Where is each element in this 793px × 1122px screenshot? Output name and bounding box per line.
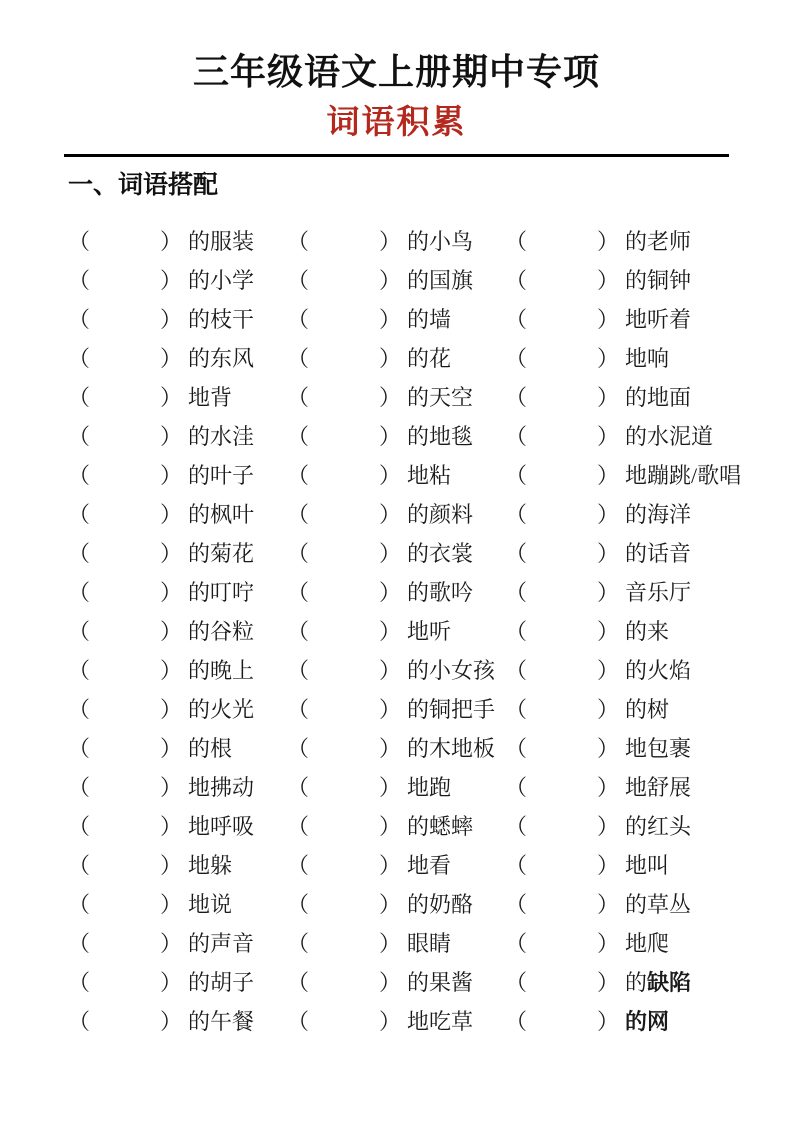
- phrase: 音乐厅: [625, 580, 692, 606]
- phrase: 的火焰: [625, 658, 692, 684]
- phrase: 的国旗: [407, 268, 474, 294]
- paren-close: ）: [160, 892, 183, 918]
- paren-close: ）: [379, 931, 402, 957]
- phrase: 的话音: [625, 541, 692, 567]
- paren-open: （: [287, 268, 310, 294]
- page-subtitle: 词语积累: [326, 103, 467, 141]
- paren-close: ）: [597, 736, 620, 762]
- word-match-item: [68, 498, 287, 529]
- paren-open: （: [505, 463, 528, 489]
- paren-close: ）: [379, 619, 402, 645]
- phrase: 的水洼: [188, 424, 255, 450]
- paren-open: （: [68, 658, 91, 684]
- paren-close: ）: [597, 229, 620, 255]
- paren-close: ）: [160, 463, 183, 489]
- paren-close: ）: [379, 853, 402, 879]
- paren-close: ）: [597, 970, 620, 996]
- phrase: 地包裹: [625, 736, 692, 762]
- word-match-item: [505, 576, 793, 607]
- paren-open: （: [505, 541, 528, 567]
- word-match-item: [505, 927, 793, 958]
- paren-close: ）: [160, 580, 183, 606]
- paren-close: ）: [379, 736, 402, 762]
- word-match-item: [68, 459, 287, 490]
- paren-close: ）: [597, 346, 620, 372]
- paren-close: ）: [597, 385, 620, 411]
- phrase: 地背: [188, 385, 233, 411]
- paren-close: ）: [379, 229, 402, 255]
- word-match-item: [68, 654, 287, 685]
- word-match-item: [287, 225, 505, 256]
- paren-open: （: [68, 268, 91, 294]
- paren-open: （: [68, 892, 91, 918]
- worksheet-row: [68, 533, 793, 572]
- worksheet-row: [68, 767, 793, 806]
- phrase: 地跑: [407, 775, 452, 801]
- word-match-item: [287, 927, 505, 958]
- paren-close: ）: [379, 385, 402, 411]
- worksheet-row: [68, 806, 793, 845]
- paren-open: （: [68, 346, 91, 372]
- paren-close: ）: [597, 580, 620, 606]
- phrase: 地呼吸: [188, 814, 255, 840]
- word-match-item: [505, 654, 793, 685]
- phrase: 的花: [407, 346, 452, 372]
- paren-open: （: [505, 775, 528, 801]
- phrase: 地蹦跳/歌唱: [625, 463, 742, 489]
- paren-close: ）: [597, 463, 620, 489]
- paren-open: （: [505, 736, 528, 762]
- phrase: 的地面: [625, 385, 692, 411]
- phrase: 的火光: [188, 697, 255, 723]
- paren-close: ）: [597, 268, 620, 294]
- paren-open: （: [68, 229, 91, 255]
- word-match-item: [505, 537, 793, 568]
- phrase: 的网: [625, 1009, 670, 1035]
- paren-close: ）: [597, 697, 620, 723]
- worksheet-row: [68, 923, 793, 962]
- phrase: 的叶子: [188, 463, 255, 489]
- paren-close: ）: [160, 658, 183, 684]
- word-match-item: [68, 303, 287, 334]
- word-match-item: [287, 381, 505, 412]
- paren-close: ）: [160, 541, 183, 567]
- paren-close: ）: [379, 268, 402, 294]
- section-heading: 一、词语搭配: [68, 171, 219, 200]
- phrase: 的木地板: [407, 736, 496, 762]
- paren-close: ）: [379, 541, 402, 567]
- phrase: 眼睛: [407, 931, 452, 957]
- paren-open: （: [287, 697, 310, 723]
- phrase: 地拂动: [188, 775, 255, 801]
- paren-open: （: [68, 853, 91, 879]
- paren-close: ）: [379, 463, 402, 489]
- paren-open: （: [68, 463, 91, 489]
- paren-open: （: [287, 502, 310, 528]
- word-match-item: [68, 732, 287, 763]
- phrase: 地说: [188, 892, 233, 918]
- paren-open: （: [287, 931, 310, 957]
- paren-close: ）: [597, 931, 620, 957]
- phrase: 的东风: [188, 346, 255, 372]
- phrase: 的墙: [407, 307, 452, 333]
- paren-open: （: [287, 580, 310, 606]
- word-match-item: [505, 420, 793, 451]
- phrase: 的小女孩: [407, 658, 496, 684]
- phrase: 的衣裳: [407, 541, 474, 567]
- paren-open: （: [287, 970, 310, 996]
- word-match-item: [68, 420, 287, 451]
- paren-open: （: [287, 424, 310, 450]
- phrase: 的声音: [188, 931, 255, 957]
- paren-open: （: [505, 853, 528, 879]
- paren-close: ）: [379, 697, 402, 723]
- paren-open: （: [505, 658, 528, 684]
- paren-close: ）: [597, 658, 620, 684]
- word-match-item: [68, 225, 287, 256]
- word-match-item: [287, 498, 505, 529]
- worksheet-row: [68, 689, 793, 728]
- word-match-item: [287, 264, 505, 295]
- phrase: 地吃草: [407, 1009, 474, 1035]
- phrase: 地看: [407, 853, 452, 879]
- paren-close: ）: [160, 814, 183, 840]
- paren-close: ）: [379, 970, 402, 996]
- word-match-item: [287, 888, 505, 919]
- paren-open: （: [505, 1009, 528, 1035]
- phrase: 的颜料: [407, 502, 474, 528]
- word-match-item: [287, 303, 505, 334]
- word-match-item: [68, 342, 287, 373]
- paren-close: ）: [597, 619, 620, 645]
- word-match-item: [68, 264, 287, 295]
- paren-open: （: [68, 424, 91, 450]
- paren-open: （: [68, 385, 91, 411]
- phrase: 的服装: [188, 229, 255, 255]
- paren-open: （: [68, 307, 91, 333]
- phrase: 的铜钟: [625, 268, 692, 294]
- phrase: 的小学: [188, 268, 255, 294]
- paren-open: （: [505, 697, 528, 723]
- divider-line: [64, 154, 729, 157]
- phrase: 的奶酪: [407, 892, 474, 918]
- word-match-item: [505, 888, 793, 919]
- word-match-item: [505, 225, 793, 256]
- paren-open: （: [287, 619, 310, 645]
- phrase: 地躲: [188, 853, 233, 879]
- paren-close: ）: [160, 1009, 183, 1035]
- paren-open: （: [505, 580, 528, 606]
- word-match-item: [287, 459, 505, 490]
- word-match-item: [505, 810, 793, 841]
- paren-close: ）: [160, 385, 183, 411]
- phrase: 的红头: [625, 814, 692, 840]
- word-match-item: [68, 537, 287, 568]
- paren-open: （: [68, 814, 91, 840]
- word-match-item: [68, 1005, 287, 1036]
- word-match-item: [505, 264, 793, 295]
- paren-close: ）: [597, 1009, 620, 1035]
- paren-open: （: [505, 307, 528, 333]
- paren-open: （: [287, 775, 310, 801]
- word-match-item: [287, 654, 505, 685]
- paren-close: ）: [160, 424, 183, 450]
- paren-close: ）: [379, 346, 402, 372]
- phrase: 的草丛: [625, 892, 692, 918]
- paren-close: ）: [160, 619, 183, 645]
- paren-close: ）: [160, 736, 183, 762]
- paren-open: （: [287, 229, 310, 255]
- word-match-item: [68, 693, 287, 724]
- paren-open: （: [505, 970, 528, 996]
- word-match-item: [505, 693, 793, 724]
- paren-close: ）: [160, 346, 183, 372]
- word-match-item: [287, 342, 505, 373]
- paren-open: （: [287, 814, 310, 840]
- paren-close: ）: [379, 814, 402, 840]
- paren-close: ）: [379, 580, 402, 606]
- paren-open: （: [287, 1009, 310, 1035]
- paren-close: ）: [160, 502, 183, 528]
- phrase: 的小鸟: [407, 229, 474, 255]
- paren-open: （: [287, 307, 310, 333]
- page-title: 三年级语文上册期中专项: [192, 51, 600, 92]
- worksheet-row: [68, 1001, 793, 1040]
- worksheet-row: [68, 572, 793, 611]
- paren-open: （: [68, 502, 91, 528]
- paren-open: （: [505, 931, 528, 957]
- phrase: 的天空: [407, 385, 474, 411]
- paren-open: （: [287, 463, 310, 489]
- paren-open: （: [287, 541, 310, 567]
- paren-close: ）: [160, 229, 183, 255]
- worksheet-row: [68, 338, 793, 377]
- word-match-item: [68, 576, 287, 607]
- word-match-item: [287, 420, 505, 451]
- paren-open: （: [505, 424, 528, 450]
- word-match-item: [68, 966, 287, 997]
- word-match-item: [287, 771, 505, 802]
- phrase: 的谷粒: [188, 619, 255, 645]
- word-match-item: [505, 849, 793, 880]
- phrase: 的歌吟: [407, 580, 474, 606]
- phrase: 地粘: [407, 463, 452, 489]
- worksheet-row: [68, 884, 793, 923]
- paren-open: （: [68, 1009, 91, 1035]
- paren-open: （: [505, 385, 528, 411]
- worksheet-row: [68, 728, 793, 767]
- paren-close: ）: [597, 892, 620, 918]
- paren-open: （: [287, 658, 310, 684]
- word-match-item: [68, 849, 287, 880]
- paren-open: （: [505, 892, 528, 918]
- word-match-item: [287, 615, 505, 646]
- phrase: 地舒展: [625, 775, 692, 801]
- word-match-item: [505, 1005, 793, 1036]
- paren-close: ）: [597, 853, 620, 879]
- word-match-item: [505, 615, 793, 646]
- paren-open: （: [68, 736, 91, 762]
- worksheet-row: [68, 845, 793, 884]
- paren-close: ）: [160, 307, 183, 333]
- worksheet-row: [68, 299, 793, 338]
- word-match-item: [505, 303, 793, 334]
- word-match-item: [287, 693, 505, 724]
- paren-open: （: [68, 697, 91, 723]
- paren-close: ）: [160, 697, 183, 723]
- phrase: 的海洋: [625, 502, 692, 528]
- paren-close: ）: [379, 775, 402, 801]
- paren-close: ）: [379, 424, 402, 450]
- word-match-item: [68, 381, 287, 412]
- worksheet-row: [68, 494, 793, 533]
- word-match-item: [68, 888, 287, 919]
- worksheet-rows: [68, 221, 793, 1040]
- phrase: 的枝干: [188, 307, 255, 333]
- paren-close: ）: [160, 970, 183, 996]
- paren-close: ）: [160, 775, 183, 801]
- paren-close: ）: [379, 1009, 402, 1035]
- paren-close: ）: [597, 502, 620, 528]
- paren-close: ）: [597, 541, 620, 567]
- phrase: 的菊花: [188, 541, 255, 567]
- paren-open: （: [287, 385, 310, 411]
- phrase: 的枫叶: [188, 502, 255, 528]
- phrase: 地听: [407, 619, 452, 645]
- paren-open: （: [68, 775, 91, 801]
- worksheet-row: [68, 260, 793, 299]
- phrase: 的蟋蟀: [407, 814, 474, 840]
- paren-close: ）: [379, 307, 402, 333]
- word-match-item: [68, 615, 287, 646]
- phrase: 的根: [188, 736, 233, 762]
- paren-close: ）: [379, 658, 402, 684]
- paren-close: ）: [160, 931, 183, 957]
- phrase: 的胡子: [188, 970, 255, 996]
- word-match-item: [505, 498, 793, 529]
- word-match-item: [68, 927, 287, 958]
- word-match-item: [68, 771, 287, 802]
- paren-open: （: [287, 736, 310, 762]
- paren-close: ）: [160, 853, 183, 879]
- paren-open: （: [505, 346, 528, 372]
- paren-close: ）: [160, 268, 183, 294]
- paren-close: ）: [379, 502, 402, 528]
- worksheet-row: [68, 221, 793, 260]
- phrase: 的叮咛: [188, 580, 255, 606]
- paren-close: ）: [597, 307, 620, 333]
- paren-open: （: [68, 931, 91, 957]
- paren-close: ）: [597, 814, 620, 840]
- phrase: 的老师: [625, 229, 692, 255]
- word-match-item: [505, 459, 793, 490]
- paren-close: ）: [597, 775, 620, 801]
- paren-open: （: [68, 580, 91, 606]
- phrase: 的来: [625, 619, 670, 645]
- phrase: 的缺陷: [625, 970, 692, 996]
- paren-open: （: [68, 970, 91, 996]
- worksheet-row: [68, 416, 793, 455]
- paren-open: （: [287, 346, 310, 372]
- paren-open: （: [505, 619, 528, 645]
- word-match-item: [287, 849, 505, 880]
- word-match-item: [505, 966, 793, 997]
- worksheet-row: [68, 377, 793, 416]
- phrase: 的铜把手: [407, 697, 496, 723]
- paren-open: （: [287, 892, 310, 918]
- worksheet-row: [68, 650, 793, 689]
- phrase: 地爬: [625, 931, 670, 957]
- word-match-item: [505, 381, 793, 412]
- word-match-item: [287, 1005, 505, 1036]
- phrase: 的晚上: [188, 658, 255, 684]
- worksheet-row: [68, 611, 793, 650]
- word-match-item: [505, 771, 793, 802]
- paren-close: ）: [379, 892, 402, 918]
- phrase: 地叫: [625, 853, 670, 879]
- paren-open: （: [505, 502, 528, 528]
- word-match-item: [287, 537, 505, 568]
- word-match-item: [287, 810, 505, 841]
- word-match-item: [287, 576, 505, 607]
- worksheet-row: [68, 962, 793, 1001]
- phrase: 的果酱: [407, 970, 474, 996]
- phrase: 地响: [625, 346, 670, 372]
- paren-open: （: [505, 268, 528, 294]
- phrase: 地听着: [625, 307, 692, 333]
- word-match-item: [505, 342, 793, 373]
- paren-open: （: [505, 814, 528, 840]
- paren-open: （: [505, 229, 528, 255]
- paren-open: （: [68, 619, 91, 645]
- phrase: 的水泥道: [625, 424, 714, 450]
- paren-open: （: [68, 541, 91, 567]
- word-match-item: [287, 966, 505, 997]
- phrase: 的树: [625, 697, 670, 723]
- paren-close: ）: [597, 424, 620, 450]
- word-match-item: [287, 732, 505, 763]
- phrase: 的午餐: [188, 1009, 255, 1035]
- word-match-item: [505, 732, 793, 763]
- worksheet-row: [68, 455, 793, 494]
- word-match-item: [68, 810, 287, 841]
- paren-open: （: [287, 853, 310, 879]
- phrase: 的地毯: [407, 424, 474, 450]
